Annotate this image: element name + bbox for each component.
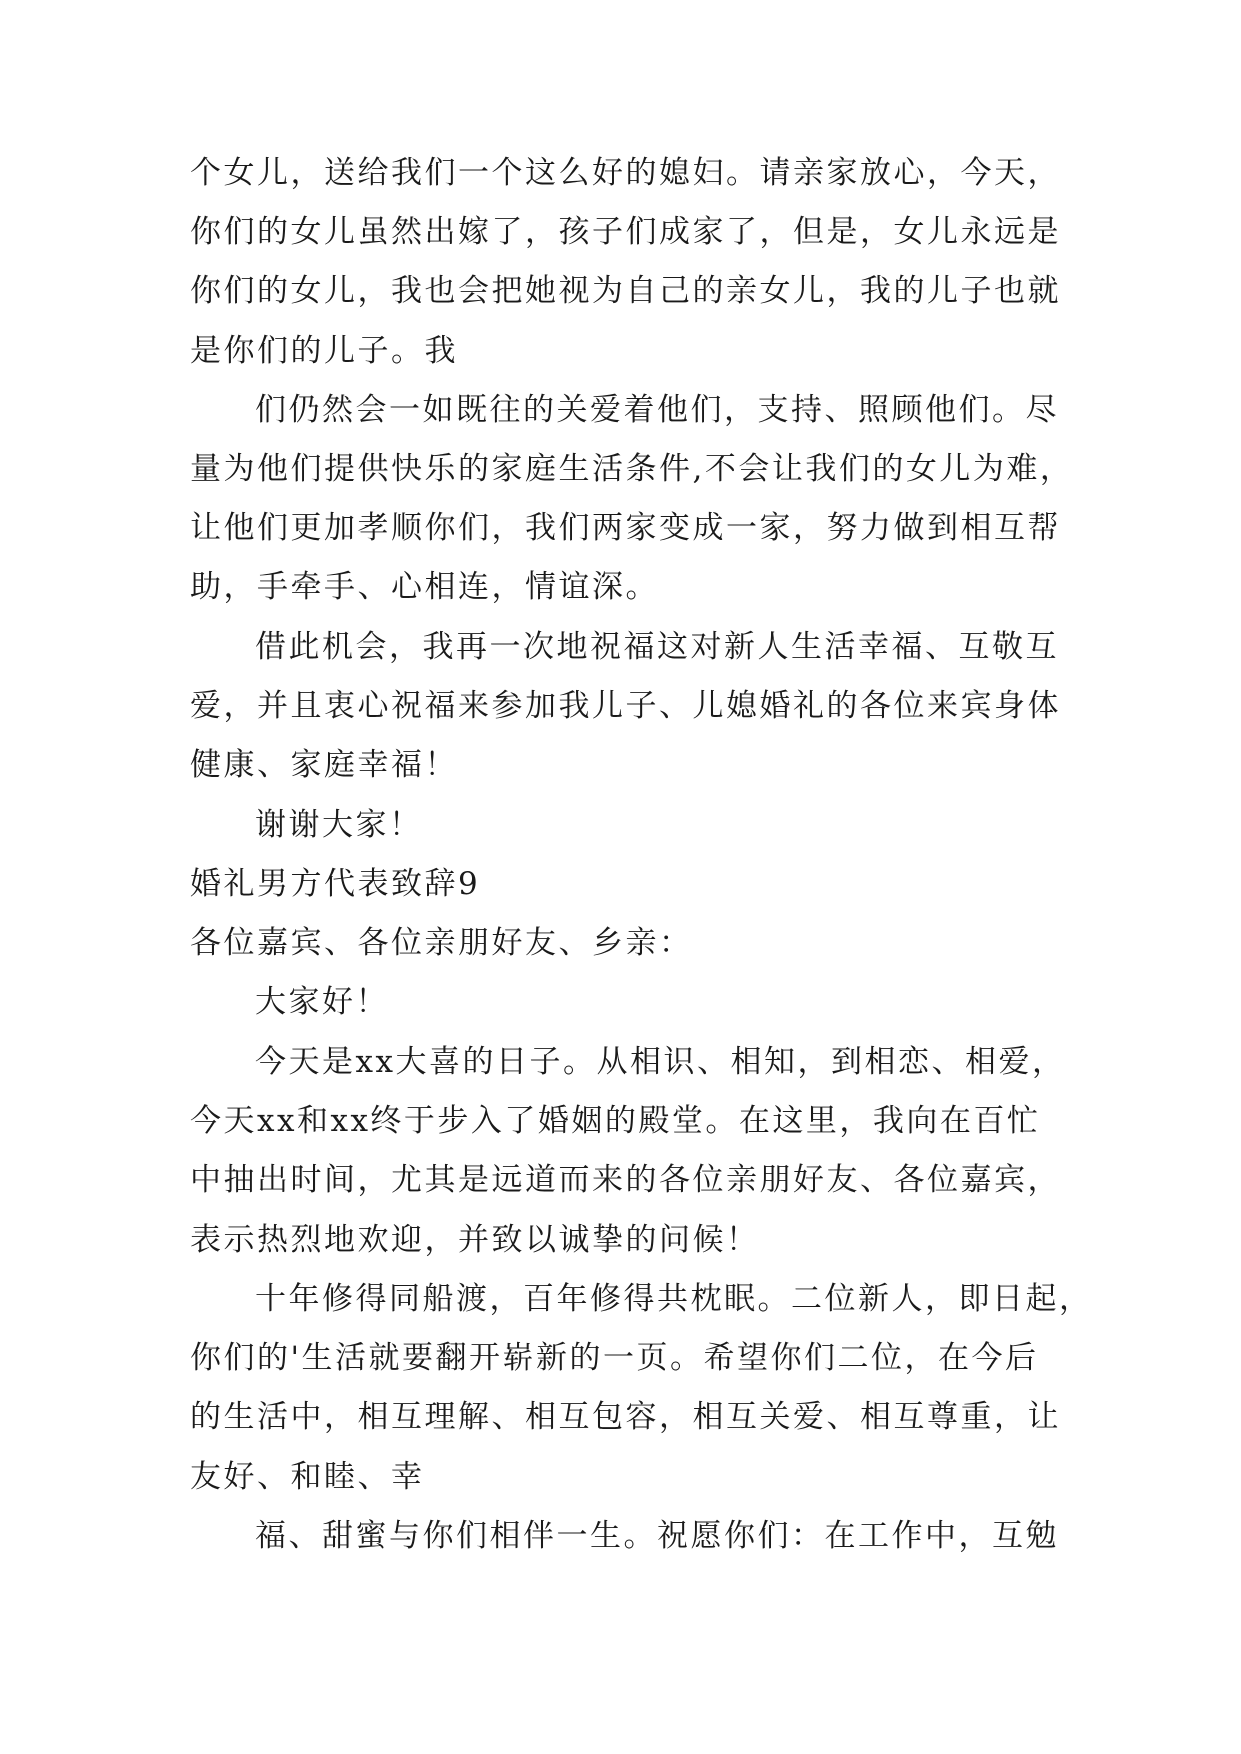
text-line-10: 爱，并且衷心祝福来参加我儿子、儿媳婚礼的各位来宾身体 bbox=[190, 688, 1061, 724]
text-line-7: 让他们更加孝顺你们，我们两家变成一家，努力做到相互帮 bbox=[190, 510, 1061, 546]
text-line-20: 十年修得同船渡，百年修得共枕眠。二位新人，即日起， bbox=[255, 1281, 1093, 1317]
text-line-16: 今天是xx大喜的日子。从相识、相知，到相恋、相爱， bbox=[255, 1044, 1066, 1080]
text-line-19: 表示热烈地欢迎，并致以诚挚的问候！ bbox=[190, 1222, 760, 1258]
section-heading: 婚礼男方代表致辞9 bbox=[190, 866, 481, 902]
text-line-8: 助，手牵手、心相连，情谊深。 bbox=[190, 569, 659, 605]
text-line-12: 谢谢大家！ bbox=[255, 807, 423, 843]
text-line-24: 福、甜蜜与你们相伴一生。祝愿你们：在工作中，互勉 bbox=[255, 1518, 1059, 1554]
text-line-6: 量为他们提供快乐的家庭生活条件,不会让我们的女儿为难， bbox=[190, 451, 1074, 487]
salutation: 各位嘉宾、各位亲朋好友、乡亲： bbox=[190, 925, 693, 961]
text-line-17: 今天xx和xx终于步入了婚姻的殿堂。在这里，我向在百忙 bbox=[190, 1103, 1041, 1139]
text-line-22: 的生活中，相互理解、相互包容，相互关爱、相互尊重，让 bbox=[190, 1399, 1061, 1435]
greeting: 大家好！ bbox=[255, 984, 389, 1020]
text-line-3: 你们的女儿，我也会把她视为自己的亲女儿，我的儿子也就 bbox=[190, 273, 1061, 309]
text-line-21: 你们的'生活就要翻开崭新的一页。希望你们二位，在今后 bbox=[190, 1340, 1039, 1376]
text-line-5: 们仍然会一如既往的关爱着他们，支持、照顾他们。尽 bbox=[255, 392, 1059, 428]
text-line-1: 个女儿，送给我们一个这么好的媳妇。请亲家放心，今天， bbox=[190, 155, 1061, 191]
text-line-11: 健康、家庭幸福！ bbox=[190, 747, 458, 783]
text-line-2: 你们的女儿虽然出嫁了，孩子们成家了，但是，女儿永远是 bbox=[190, 214, 1061, 250]
text-line-18: 中抽出时间，尤其是远道而来的各位亲朋好友、各位嘉宾， bbox=[190, 1162, 1061, 1198]
text-line-9: 借此机会，我再一次地祝福这对新人生活幸福、互敬互 bbox=[255, 629, 1059, 665]
text-line-4: 是你们的儿子。我 bbox=[190, 333, 458, 369]
text-line-23: 友好、和睦、幸 bbox=[190, 1459, 425, 1495]
